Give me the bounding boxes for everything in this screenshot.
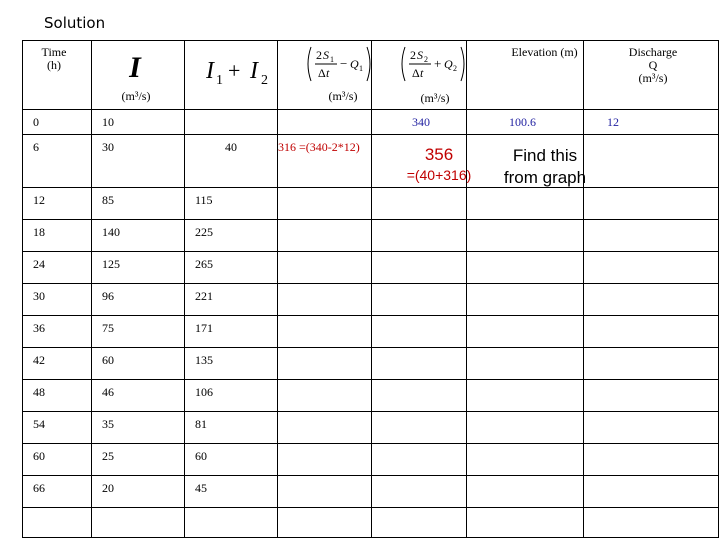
svg-text:1: 1 xyxy=(216,73,223,88)
table-row: 42 60 135 xyxy=(23,348,719,380)
cell-discharge xyxy=(584,135,719,188)
svg-text:+: + xyxy=(228,58,241,83)
svg-text:Q: Q xyxy=(444,57,453,71)
elevation-note-row1: Find this from graph xyxy=(503,146,587,187)
table-row xyxy=(23,508,719,538)
svg-text:2: 2 xyxy=(424,55,428,64)
cell-s2: 340 xyxy=(372,110,467,135)
svg-text:2: 2 xyxy=(316,48,322,62)
cell-time: 0 xyxy=(23,110,92,135)
svg-text:+: + xyxy=(434,56,442,71)
svg-text:Δ: Δ xyxy=(318,66,326,80)
svg-text:Δ: Δ xyxy=(412,66,420,80)
cell-sum xyxy=(185,110,278,135)
cell-inflow: 10 xyxy=(92,110,185,135)
s1-formula xyxy=(304,44,376,84)
svg-text:Q: Q xyxy=(350,57,359,71)
table-row: 36 75 171 xyxy=(23,316,719,348)
svg-text:t: t xyxy=(326,66,330,80)
routing-table xyxy=(22,40,719,538)
svg-text:S: S xyxy=(417,48,423,62)
table-row: 60 25 60 xyxy=(23,444,719,476)
cell-discharge: 12 xyxy=(584,110,719,135)
table-row: 18 140 225 xyxy=(23,220,719,252)
slide-title: Solution xyxy=(44,14,106,32)
svg-text:1: 1 xyxy=(330,55,334,64)
svg-text:2: 2 xyxy=(261,73,268,88)
table-row xyxy=(23,110,719,135)
svg-text:I: I xyxy=(206,58,214,84)
svg-text:t: t xyxy=(420,66,424,80)
table-row: 66 20 45 xyxy=(23,476,719,508)
s2-unit-label: (m³/s) xyxy=(420,91,450,105)
table-row: 24 125 265 xyxy=(23,252,719,284)
table-row: 48 46 106 xyxy=(23,380,719,412)
s1-unit-label: (m³/s) xyxy=(328,89,358,103)
table-row xyxy=(23,135,719,188)
time-header-label: Time (h) xyxy=(41,45,67,72)
svg-text:2: 2 xyxy=(410,48,416,62)
table-row: 12 85 115 xyxy=(23,188,719,220)
s2-formula-text xyxy=(392,38,482,39)
cell-time: 6 xyxy=(23,135,92,188)
discharge-header-label: Discharge Q (m³/s) xyxy=(628,45,678,85)
svg-text:I: I xyxy=(250,58,258,84)
table-row: 54 35 81 xyxy=(23,412,719,444)
cell-s1 xyxy=(278,110,372,135)
inflow-unit-label: (m³/s) xyxy=(121,89,151,103)
elevation-header-label: Elevation (m) xyxy=(511,45,578,59)
svg-text:2: 2 xyxy=(453,64,457,73)
table-row: 30 96 221 xyxy=(23,284,719,316)
cell-elevation: 100.6 xyxy=(467,110,584,135)
s2-formula xyxy=(398,44,470,84)
cell-sum: 40 xyxy=(185,135,278,188)
inflow-symbol: I xyxy=(129,51,141,84)
svg-text:1: 1 xyxy=(359,64,363,73)
s2-value-row1: 356 xyxy=(424,145,454,164)
sum-formula xyxy=(206,54,286,90)
cell-inflow: 30 xyxy=(92,135,185,188)
sum-formula-text xyxy=(198,38,288,39)
s1-formula-text xyxy=(296,38,386,39)
s2-note-row1: =(40+316) xyxy=(406,167,472,183)
cell-s1: 316 =(340-2*12) xyxy=(278,135,372,188)
svg-text:−: − xyxy=(340,56,348,71)
svg-text:S: S xyxy=(323,48,329,62)
